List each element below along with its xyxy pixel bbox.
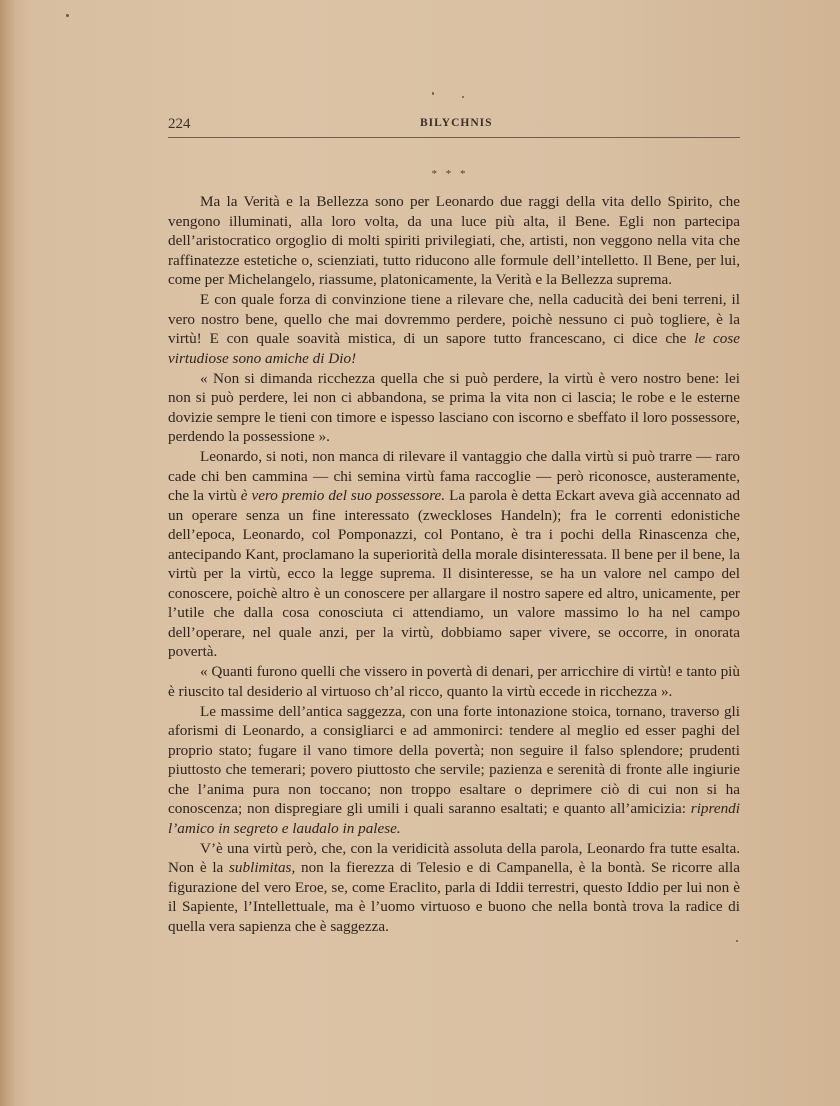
paragraph-text: V’è una virtù però, che, con la veridicità assoluta della parola, Leonardo fra tutte esalta. Non è la	[168, 839, 740, 876]
italic-phrase: sublimitas,	[229, 859, 296, 876]
page-number: 224	[168, 116, 191, 132]
italic-phrase: le cose virtudiose sono amiche di Dio!	[168, 330, 741, 367]
body-text	[168, 192, 740, 937]
paragraph-text: Ma la Verità e la Bellezza sono per Leonardo due raggi della vita dello Spirito, che vengono illuminati, alla loro volta, da una luce più alta, il Bene. Egli non partecipa dell’aristocratico orgoglio di molti spiriti privilegiati, che, artisti, non veggono nella vita che raffinatezze estetiche o, scienziati, tutto riducono alle formule dell’intelletto. Il Bene, per lui, come per Michelangelo, riassume, platonicamente, la Verità e la Bellezza suprema.	[168, 193, 740, 288]
paragraph-text: E con quale forza di convinzione tiene a rilevare che, nella caducità dei beni terreni, il vero nostro bene, quello che mai dovremmo perdere, poichè nessuno ci può togliere, è la virtù! E con quale soavità mistica, di un sapore tutto francescano, ci dice che	[168, 291, 740, 347]
paper-speck	[736, 940, 738, 942]
section-separator: * * *	[431, 168, 469, 180]
italic-phrase: è vero premio del suo possessore.	[240, 487, 446, 504]
paragraph-text: « Quanti furono quelli che vissero in povertà di denari, per arricchire di virtù! e tanto più è riuscito tal desiderio al virtuoso ch’al ricco, quanto la virtù eccede in ricchezza ».	[168, 663, 740, 700]
quotation-paragraph	[168, 662, 740, 701]
paper-speck	[66, 14, 69, 17]
paragraph-text: La parola è detta Eckart aveva già accennato ad un operare senza un fine interessato (zweckloses Handeln); fra le correnti edonistiche dell’epoca, Leonardo, col Pomponazzi, col Pontano, è tra i pochi della Rinascenza che, antecipando Kant, proclamano la superiorità della morale disinteressata. Il bene per il bene, la virtù per la virtù, ecco la legge suprema. Il disinteresse, se ha un valore nel campo del conoscere, poichè altro è un conoscere per allargare il nostro sapere ed altro, unicamente, per l’utile che dalla cosa conosciuta ci attendiamo, un valore massimo lo ha nel campo dell’operare, nel quale anzi, per la virtù, dobbiamo saper vivere, se occorre, in onorata povertà.	[168, 487, 740, 660]
paper-speck	[462, 96, 464, 98]
paragraph-text: Le massime dell’antica saggezza, con una forte intonazione stoica, tornano, traverso gli aforismi di Leonardo, a consigliarci e ad ammonirci: tendere al meglio ed esser paghi del proprio stato; fugare il vano timore della povertà; non seguire il falso splendore; prudenti piuttosto che temerari; povero piuttosto che servile; pazienza e serenità di fronte alle ingiurie che l’anima pura non toccano; non troppo esaltare o deprimere ciò di cui non si ha conoscenza; non dispregiare gli umili i quali saranno esaltati; e quanto all’amicizia:	[168, 702, 740, 817]
paragraph-text: non la fierezza di Telesio e di Campanella, è la bontà. Se ricorre alla figurazione del vero Eroe, se, come Eraclito, parla di Iddii terrestri, questo Iddio per lui non è il Sapiente, l’Intellettuale, ma è l’uomo virtuoso e buono che nella bontà trova la radice di quella vera sapienza che è saggezza.	[168, 859, 740, 935]
header-rule	[168, 137, 740, 138]
quotation-paragraph	[168, 369, 740, 447]
running-head: BILYCHNIS	[420, 117, 493, 129]
paragraph	[168, 290, 740, 368]
paragraph-text: Leonardo, si noti, non manca di rilevare il vantaggio che dalla virtù si può trarre — raro cade chi ben cammina — chi semina virtù fama raccoglie — però riconosce, austeramente, che la virtù	[168, 448, 740, 504]
page-header	[168, 116, 740, 136]
paragraph	[168, 447, 740, 662]
paragraph-text: « Non si dimanda ricchezza quella che si può perdere, la virtù è vero nostro bene: lei non si può perdere, lei non ci abbandona, se prima la vita non ci lascia; le robe e le esterne dovizie sempre le tieni con timore e ispesso lasciano con iscorno e sbeffato il loro possessore, perdendo la possessione ».	[168, 369, 740, 445]
paragraph	[168, 192, 740, 290]
paper-speck	[432, 92, 434, 95]
paragraph	[168, 839, 740, 937]
binding-edge	[0, 0, 14, 1106]
italic-phrase: riprendi l’amico in segreto e laudalo in palese.	[168, 800, 740, 837]
paragraph	[168, 702, 740, 839]
